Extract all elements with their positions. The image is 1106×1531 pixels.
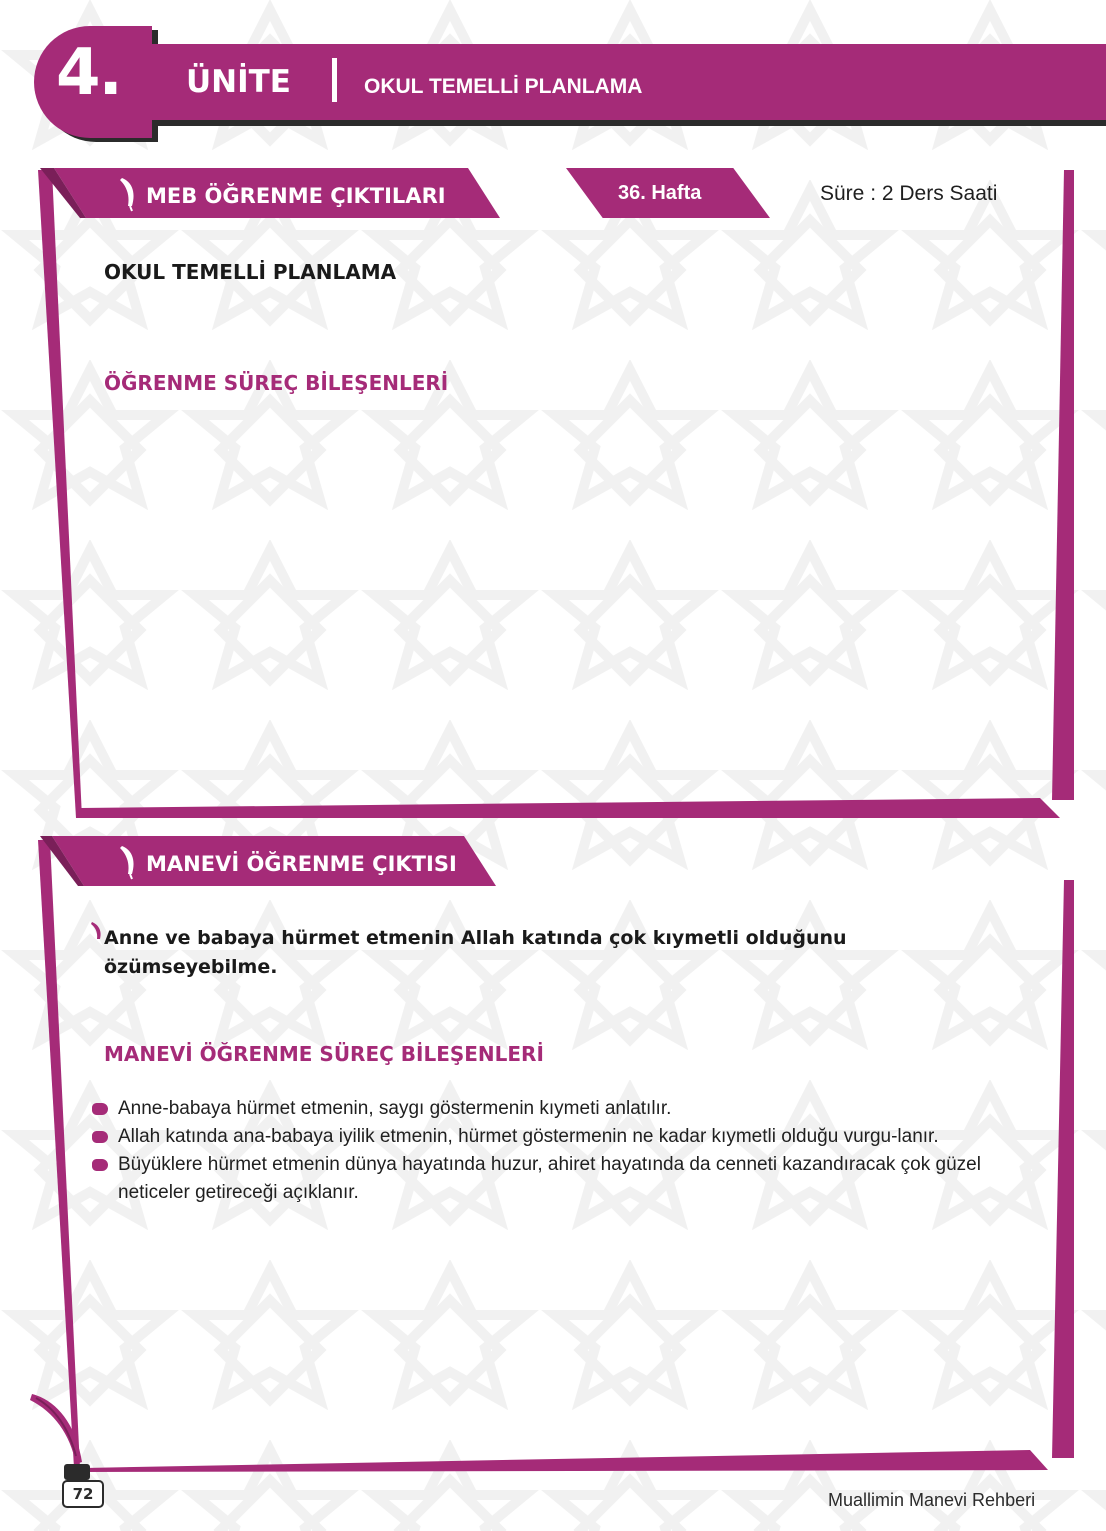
page-number: 72 bbox=[62, 1480, 104, 1508]
bullet-icon bbox=[92, 1159, 108, 1171]
header-separator bbox=[332, 58, 337, 102]
process-bullet-list bbox=[92, 1095, 1032, 1207]
feather-icon bbox=[118, 844, 140, 880]
unit-number: 4. bbox=[56, 36, 121, 110]
meb-banner-text bbox=[146, 184, 446, 208]
duration-label: Süre : 2 Ders Saati bbox=[820, 182, 998, 205]
bullet-icon bbox=[92, 1103, 108, 1115]
book-title: Muallimin Manevi Rehberi bbox=[828, 1490, 1036, 1510]
list-item: Allah katında ana-babaya iyilik etmenin, hürmet göstermenin ne kadar kıymetli olduğu vurgu-lanır. bbox=[92, 1123, 1032, 1151]
process-title: ÖĞRENME SÜREÇ BİLEŞENLERİ bbox=[104, 371, 449, 395]
meb-banner-label: MEB ÖĞRENME ÇIKTILARI bbox=[146, 184, 446, 208]
feather-icon bbox=[90, 921, 104, 941]
quill-inkpot-icon bbox=[26, 1390, 96, 1486]
bullet-icon bbox=[92, 1131, 108, 1143]
list-item: Büyüklere hürmet etmenin dünya hayatında huzur, ahiret hayatında da cenneti kazandıracak çok güzel neticeler getireceği açıklanır. bbox=[92, 1151, 1032, 1207]
manevi-banner-label: MANEVİ ÖĞRENME ÇIKTISI bbox=[146, 852, 457, 876]
manevi-banner-text bbox=[146, 852, 457, 876]
unit-label: ÜNİTE bbox=[186, 64, 291, 100]
week-label: 36. Hafta bbox=[618, 182, 702, 204]
unit-title: OKUL TEMELLİ PLANLAMA bbox=[364, 75, 643, 98]
manevi-process-title: MANEVİ ÖĞRENME SÜREÇ BİLEŞENLERİ bbox=[104, 1042, 544, 1066]
manevi-outcome-text: Anne ve babaya hürmet etmenin Allah katında çok kıymetli olduğunu özümseyebilme. bbox=[104, 927, 847, 978]
outcome-title: OKUL TEMELLİ PLANLAMA bbox=[104, 260, 397, 284]
feather-icon bbox=[118, 176, 140, 212]
list-item: Anne-babaya hürmet etmenin, saygı göstermenin kıymeti anlatılır. bbox=[92, 1095, 1032, 1123]
